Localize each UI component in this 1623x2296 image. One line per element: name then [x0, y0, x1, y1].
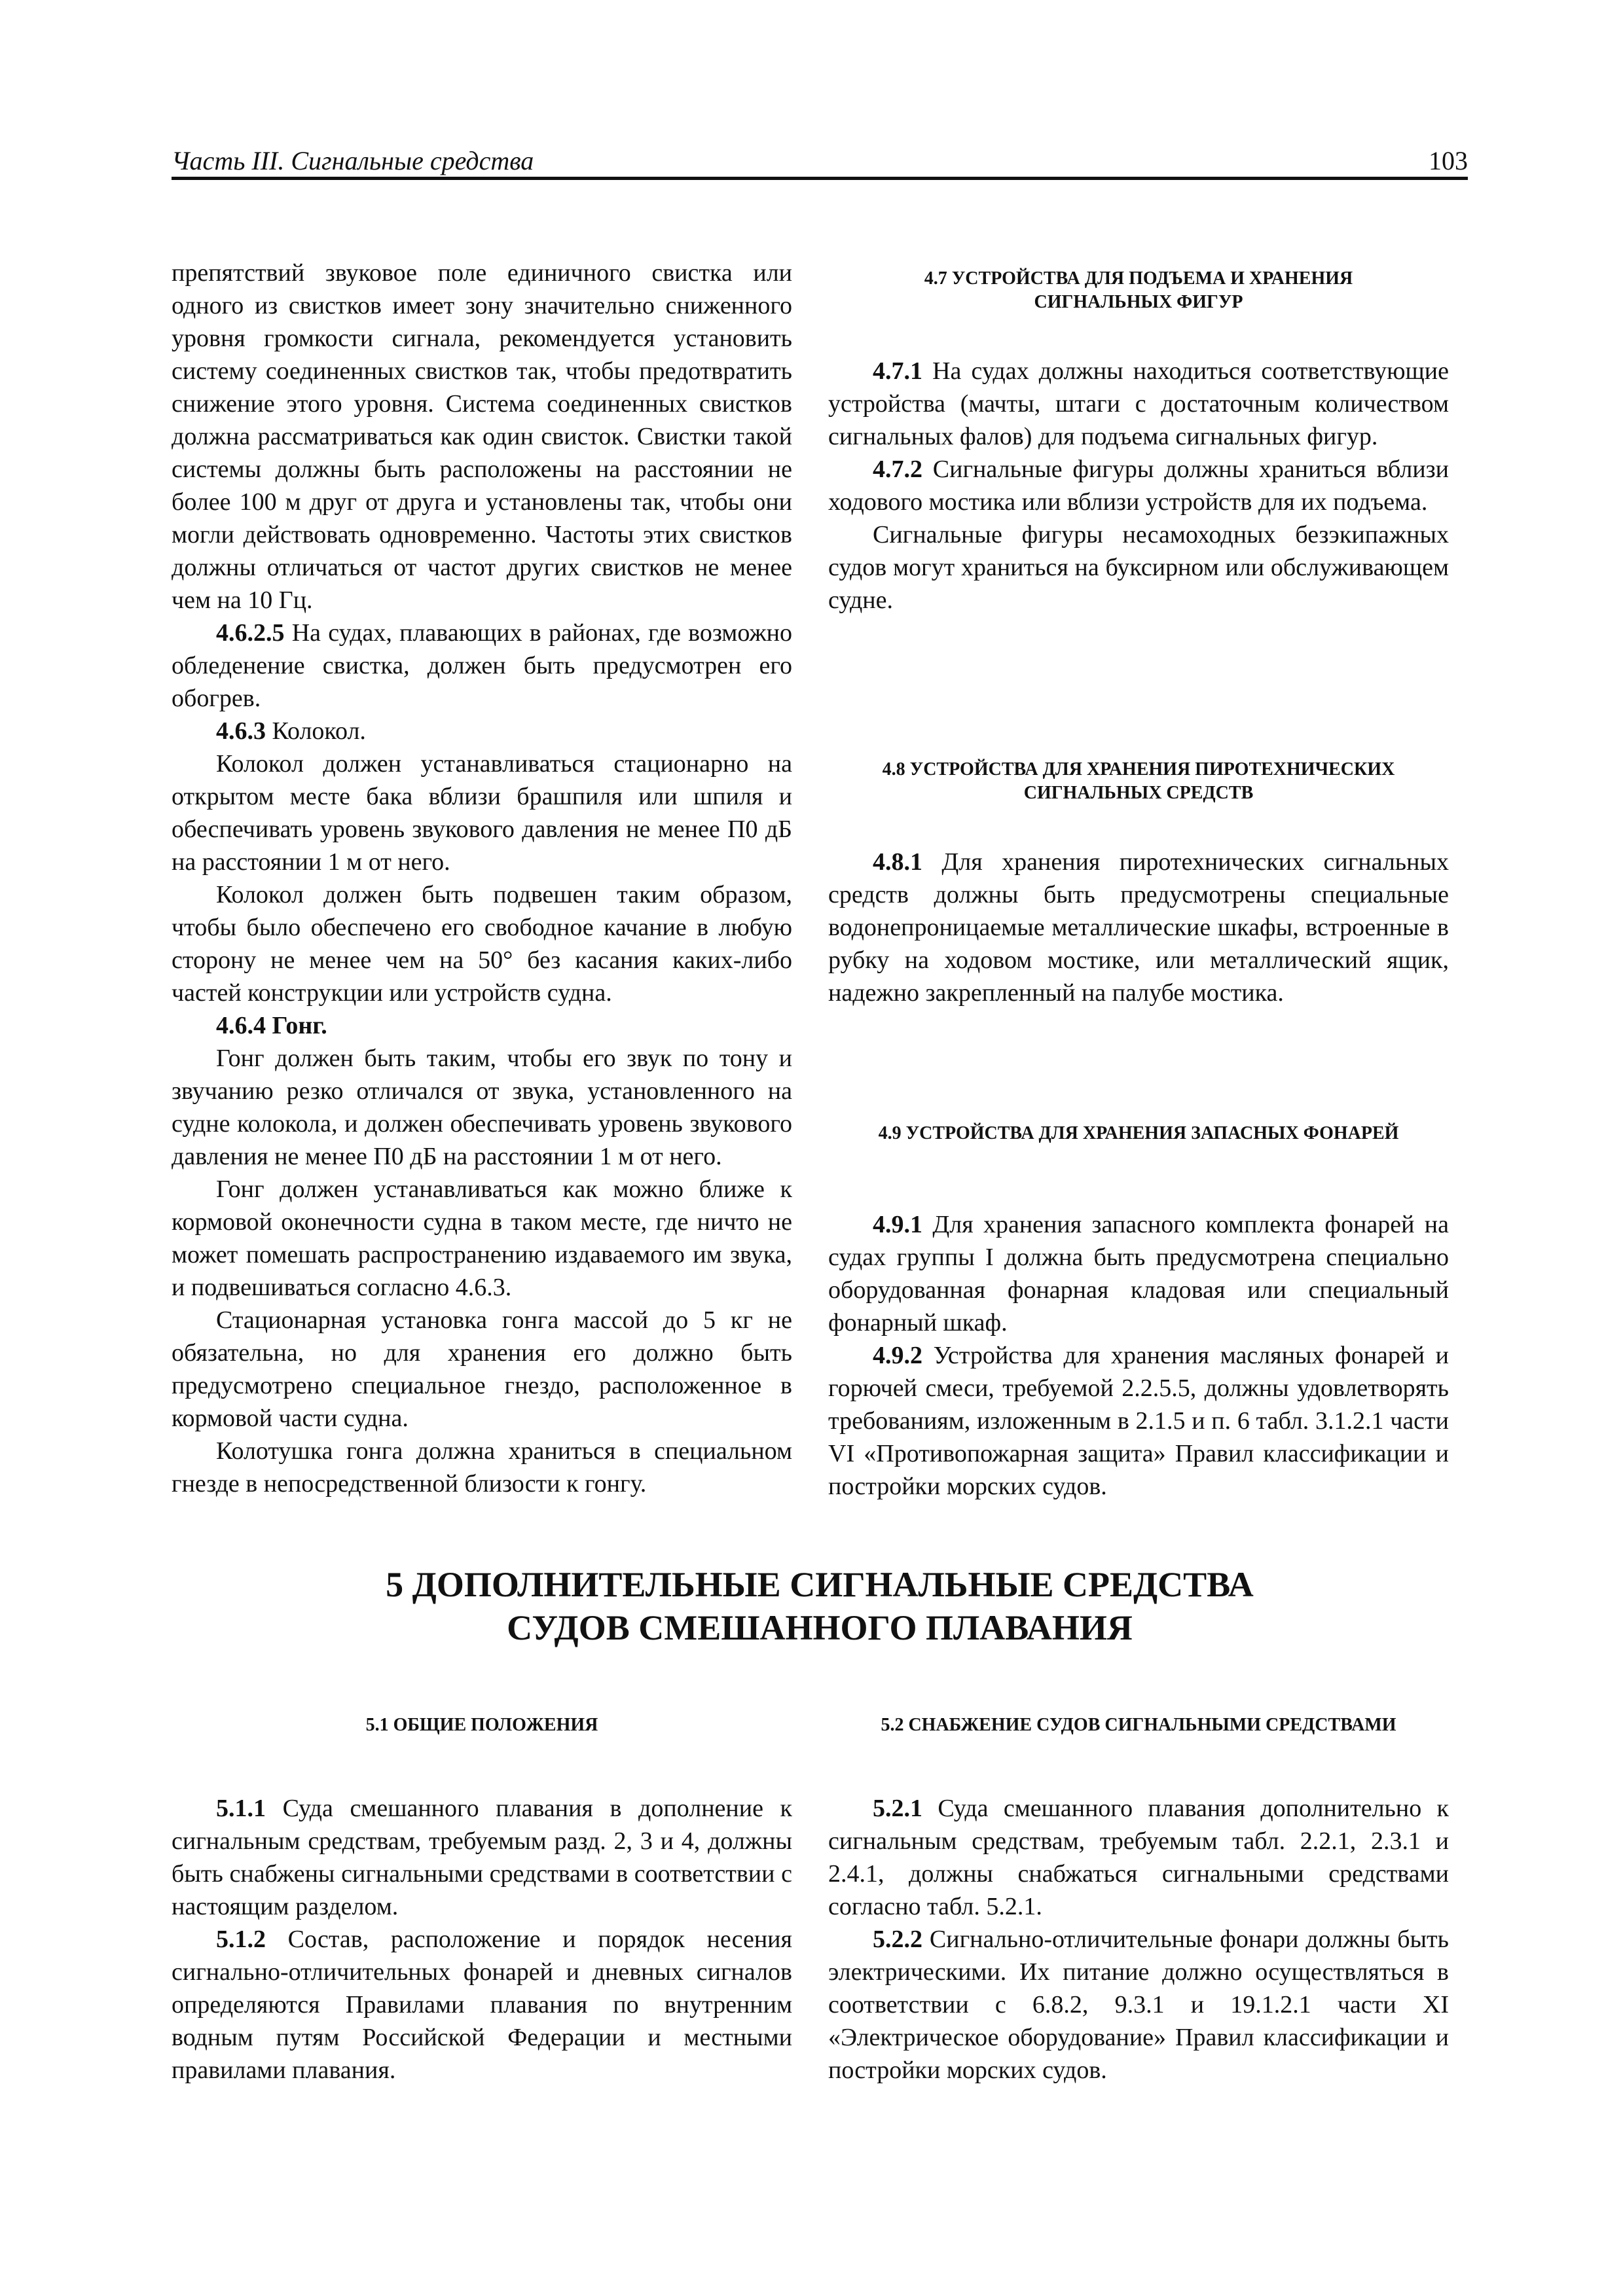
clause-text: Устройства для хранения масляных фонарей и горючей смеси, требуемой 2.2.5.5, должны удовлетворять требованиям, изложенным в 2.1.5 и п. 6 табл. 3.1.2.1 части VI «Противопожарная защита» Правил классификации и постройки морских судов.: [828, 1342, 1450, 1500]
heading-line: СИГНАЛЬНЫХ ФИГУР: [1034, 292, 1243, 312]
header-rule: [172, 177, 1468, 180]
section-heading-4-8: [828, 758, 1449, 805]
clause-text: Состав, расположение и порядок несения сигнально-отличительных фонарей и дневных сигналов определяются Правилами плавания по внутренним водным путям Российской Федерации и местными правилами плавания.: [172, 1926, 792, 2084]
section-5-2-body: [828, 1792, 1449, 2087]
left-column: [172, 257, 792, 1500]
clause-number: 4.8.1: [873, 848, 922, 876]
section-heading-4-7: [828, 267, 1449, 314]
paragraph-4-8-1: [828, 846, 1449, 1009]
paragraph-bell-1: Колокол должен устанавливаться стационарно на открытом месте бака вблизи брашпиля или шпиля и обеспечивать уровень звукового давления не менее П0 дБ на расстоянии 1 м от него.: [172, 750, 792, 876]
paragraph-4-7-2: [828, 453, 1449, 518]
paragraph-5-2-1: [828, 1792, 1449, 1923]
paragraph-gong-2: Гонг должен устанавливаться как можно ближе к кормовой оконечности судна в таком месте, где ничто не может помешать распространению издаваемого им звука, и подвешиваться согласно 4.6.3.: [172, 1175, 792, 1301]
paragraph-4-6-3: [172, 715, 792, 747]
section-heading-5-2: [828, 1713, 1449, 1737]
paragraph-gong-4: Колотушка гонга должна храниться в специальном гнезде в непосредственной близости к гонгу.: [172, 1437, 792, 1498]
paragraph-5-1-1: [172, 1792, 792, 1923]
clause-text: На судах должны находиться соответствующие устройства (мачты, штаги с достаточным количеством сигнальных фалов) для подъема сигнальных фигур.: [828, 357, 1449, 450]
section-5-1-body: [172, 1792, 792, 2087]
clause-number: 4.9.1: [873, 1211, 922, 1238]
heading-line: 4.8 УСТРОЙСТВА ДЛЯ ХРАНЕНИЯ ПИРОТЕХНИЧЕСКИХ: [882, 759, 1395, 780]
paragraph-5-2-2: [828, 1923, 1449, 2087]
heading-line: СИГНАЛЬНЫХ СРЕДСТВ: [1023, 783, 1254, 803]
paragraph-4-6-4: [172, 1009, 792, 1042]
heading-line: 5.1 ОБЩИЕ ПОЛОЖЕНИЯ: [365, 1715, 598, 1735]
clause-text: Суда смешанного плавания дополнительно к сигнальным средствам, требуемым табл. 2.2.1, 2.3.1 и 2.4.1, должны снабжаться сигнальными средствами согласно табл. 5.2.1.: [828, 1795, 1450, 1920]
clause-text: Суда смешанного плавания в дополнение к сигнальным средствам, требуемым разд. 2, 3 и 4, должны быть снабжены сигнальными средствами в соответствии с настоящим разделом.: [172, 1795, 793, 1920]
paragraph-continuation: препятствий звуковое поле единичного свистка или одного из свистков имеет зону значительно сниженного уровня громкости сигнала, рекомендуется установить систему соединенных свистков так, чтобы предотвратить снижение этого уровня. Система соединенных свистков должна рассматриваться как один свисток. Свистки такой системы должны быть расположены на расстоянии не более 100 м друг от друга и установлены так, чтобы они могли действовать одновременно. Частоты этих свистков должны отличаться от частот других свистков не менее чем на 10 Гц.: [172, 259, 792, 614]
clause-number: 4.9.2: [873, 1342, 922, 1369]
clause-number: 4.6.2.5: [216, 619, 285, 647]
clause-text: Для хранения пиротехнических сигнальных средств должны быть предусмотрены специальные водонепроницаемые металлические шкафы, встроенные в рубку на ходовом мостике, или металлический ящик, надежно закрепленный на палубе мостика.: [828, 848, 1450, 1007]
heading-line: 4.9 УСТРОЙСТВА ДЛЯ ХРАНЕНИЯ ЗАПАСНЫХ ФОНАРЕЙ: [878, 1123, 1399, 1143]
section-heading-5-1: [172, 1713, 792, 1737]
section-4-8-body: [828, 846, 1449, 1009]
clause-number: 4.6.4: [216, 1012, 266, 1039]
clause-text: Колокол.: [272, 717, 366, 745]
heading-line: 4.7 УСТРОЙСТВА ДЛЯ ПОДЪЕМА И ХРАНЕНИЯ: [924, 268, 1353, 289]
page-number: 103: [1429, 146, 1468, 175]
clause-number: 5.1.1: [216, 1795, 266, 1822]
clause-text: Для хранения запасного комплекта фонарей на судах группы I должна быть предусмотрена специально оборудованная фонарная кладовая или специальный фонарный шкаф.: [828, 1211, 1449, 1336]
section-4-7-body: [828, 355, 1449, 617]
clause-number: 4.7.2: [873, 456, 922, 483]
paragraph-4-9-2: [828, 1339, 1449, 1503]
paragraph-4-9-1: [828, 1208, 1449, 1339]
chapter-heading-line: СУДОВ СМЕШАННОГО ПЛАВАНИЯ: [507, 1608, 1133, 1647]
clause-text: Сигнально-отличительные фонари должны быть электрическими. Их питание должно осуществляться в соответствии с 6.8.2, 9.3.1 и 19.1.2.1 части XI «Электрическое оборудование» Правил классификации и постройки морских судов.: [828, 1926, 1449, 2084]
paragraph-gong-1: Гонг должен быть таким, чтобы его звук по тону и звучанию резко отличался от звука, установленного на судне колокола, и должен обеспечивать уровень звукового давления не менее П0 дБ на расстоянии 1 м от него.: [172, 1045, 792, 1170]
chapter-heading-line: 5 ДОПОЛНИТЕЛЬНЫЕ СИГНАЛЬНЫЕ СРЕДСТВА: [386, 1565, 1254, 1604]
clause-text: Сигнальные фигуры должны храниться вблизи ходового мостика или вблизи устройств для их подъема.: [828, 456, 1449, 516]
paragraph-bell-2: Колокол должен быть подвешен таким образом, чтобы было обеспечено его свободное качание в любую сторону не менее чем на 50° без касания каких-либо частей конструкции или устройств судна.: [172, 881, 792, 1007]
clause-number: 4.7.1: [873, 357, 922, 385]
paragraph-gong-3: Стационарная установка гонга массой до 5 кг не обязательна, но для хранения его должно быть предусмотрено специальное гнездо, расположенное в кормовой части судна.: [172, 1306, 792, 1432]
running-title: Часть III. Сигнальные средства: [172, 146, 534, 175]
clause-text: Гонг.: [272, 1012, 327, 1039]
section-4-9-body: [828, 1208, 1449, 1503]
paragraph-4-6-2-5: [172, 617, 792, 715]
paragraph-4-7-1: [828, 355, 1449, 453]
chapter-heading: [172, 1563, 1468, 1649]
paragraph-5-1-2: [172, 1923, 792, 2087]
section-heading-4-9: [828, 1122, 1449, 1145]
clause-number: 4.6.3: [216, 717, 266, 745]
paragraph-4-7-3: Сигнальные фигуры несамоходных безэкипажных судов могут храниться на буксирном или обслуживающем судне.: [828, 521, 1449, 614]
heading-line: 5.2 СНАБЖЕНИЕ СУДОВ СИГНАЛЬНЫМИ СРЕДСТВАМИ: [881, 1715, 1396, 1735]
clause-text: На судах, плавающих в районах, где возможно обледенение свистка, должен быть предусмотрен его обогрев.: [172, 619, 793, 712]
clause-number: 5.1.2: [216, 1926, 266, 1953]
clause-number: 5.2.2: [873, 1926, 922, 1953]
clause-number: 5.2.1: [873, 1795, 922, 1822]
running-header: [172, 141, 1468, 181]
